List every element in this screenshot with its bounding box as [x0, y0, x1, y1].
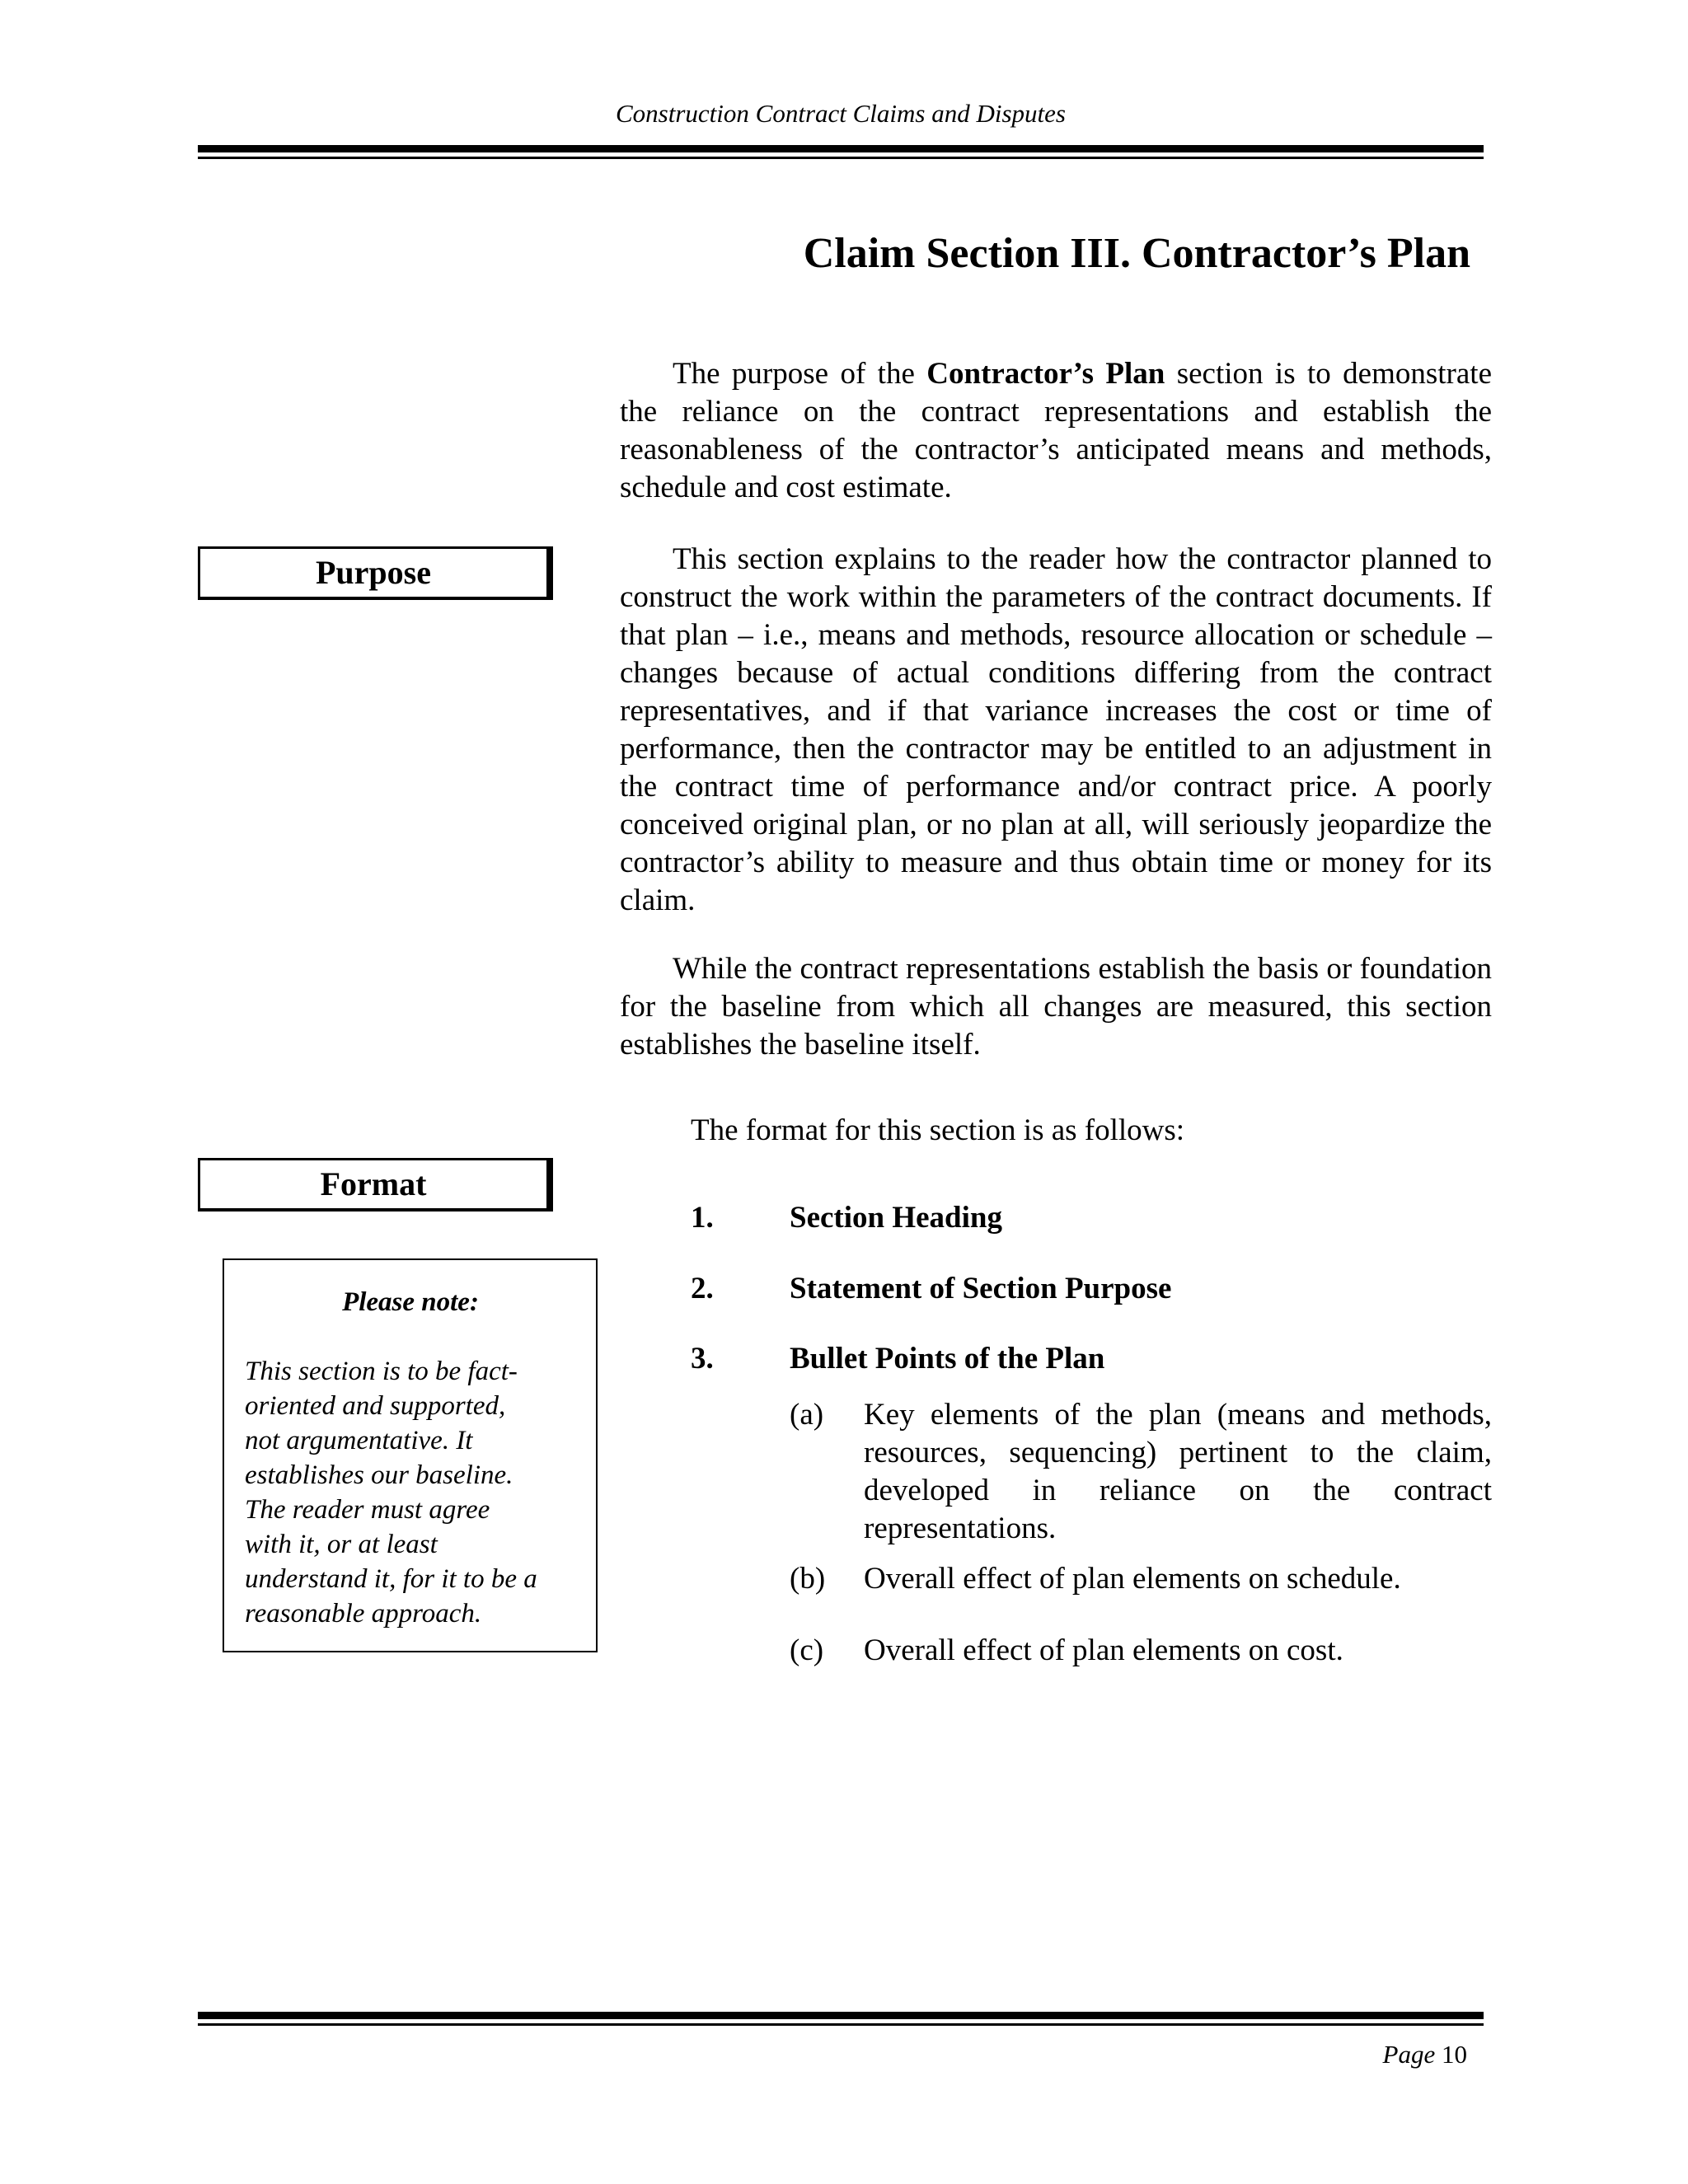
paragraph-text: While the contract representations establish the basis or foundation for the baseline from which all changes are measured, this section establishes the baseline itself. — [620, 952, 1492, 1062]
subitem-letter: (a) — [790, 1398, 824, 1432]
item-number: 1. — [691, 1201, 714, 1235]
note-line: reasonable approach. — [245, 1599, 482, 1629]
format-subitem — [790, 1396, 1492, 1548]
purpose-label: Purpose — [198, 546, 553, 600]
paragraph-text: This section explains to the reader how the contractor planned to construct the work within the parameters of the contract documents. If that plan – i.e., means and methods, resource allocation or schedule – changes because of actual conditions differing from the contract representatives, and if that variance increases the cost or time of performance, then the contractor may be entitled to an adjustment in the contract time of performance and/or contract price. A poorly conceived original plan, or no plan at all, will seriously jeopardize the contractor’s ability to measure and thus obtain time or money for its claim. — [620, 542, 1492, 917]
note-line: The reader must agree — [245, 1495, 490, 1525]
footer-rule — [198, 2012, 1484, 2026]
format-subitem — [790, 1632, 1492, 1670]
format-subitem — [790, 1560, 1492, 1598]
running-header: Construction Contract Claims and Disputes — [616, 99, 1066, 128]
format-item — [691, 1271, 1171, 1306]
page-label: Page — [1382, 2040, 1436, 2069]
section-title: Claim Section III. Contractor’s Plan — [803, 230, 1470, 277]
paragraph-text: The purpose of the — [673, 357, 927, 391]
note-title: Please note: — [342, 1287, 479, 1317]
subitem-text: Overall effect of plan elements on cost. — [864, 1633, 1343, 1667]
format-item — [691, 1200, 1002, 1235]
item-number: 2. — [691, 1272, 714, 1305]
paragraph-text: section is to demonstrate the reliance on the contract representations and establish the reasonableness of the contractor’s anticipated means and methods, schedule and cost estimate. — [620, 357, 1492, 504]
purpose-paragraph-2 — [620, 541, 1492, 920]
item-label: Statement of Section Purpose — [790, 1272, 1172, 1305]
header-rule — [198, 145, 1484, 159]
note-line: with it, or at least — [245, 1530, 438, 1559]
format-label: Format — [198, 1158, 553, 1212]
note-line: oriented and supported, — [245, 1391, 506, 1421]
note-line: This section is to be fact- — [245, 1357, 518, 1386]
paragraph-bold-term: Contractor’s Plan — [926, 357, 1165, 391]
note-line: understand it, for it to be a — [245, 1564, 537, 1594]
item-label: Section Heading — [790, 1201, 1002, 1235]
format-intro: The format for this section is as follows: — [691, 1113, 1185, 1147]
item-number: 3. — [691, 1342, 714, 1376]
note-line: not argumentative. It — [245, 1426, 473, 1455]
format-item — [691, 1341, 1104, 1376]
note-line: establishes our baseline. — [245, 1460, 513, 1490]
note-box — [223, 1258, 598, 1652]
item-label: Bullet Points of the Plan — [790, 1342, 1105, 1376]
purpose-paragraph-3 — [620, 950, 1492, 1064]
subitem-text: Key elements of the plan (means and methods, resources, sequencing) pertinent to the claim, developed in reliance on the contract representations. — [864, 1398, 1492, 1545]
page-number-value: 10 — [1442, 2040, 1467, 2069]
page-number — [1236, 2040, 1467, 2069]
subitem-letter: (c) — [790, 1633, 824, 1667]
purpose-paragraph-1 — [620, 355, 1492, 507]
subitem-text: Overall effect of plan elements on schedule. — [864, 1562, 1401, 1596]
subitem-letter: (b) — [790, 1562, 826, 1596]
